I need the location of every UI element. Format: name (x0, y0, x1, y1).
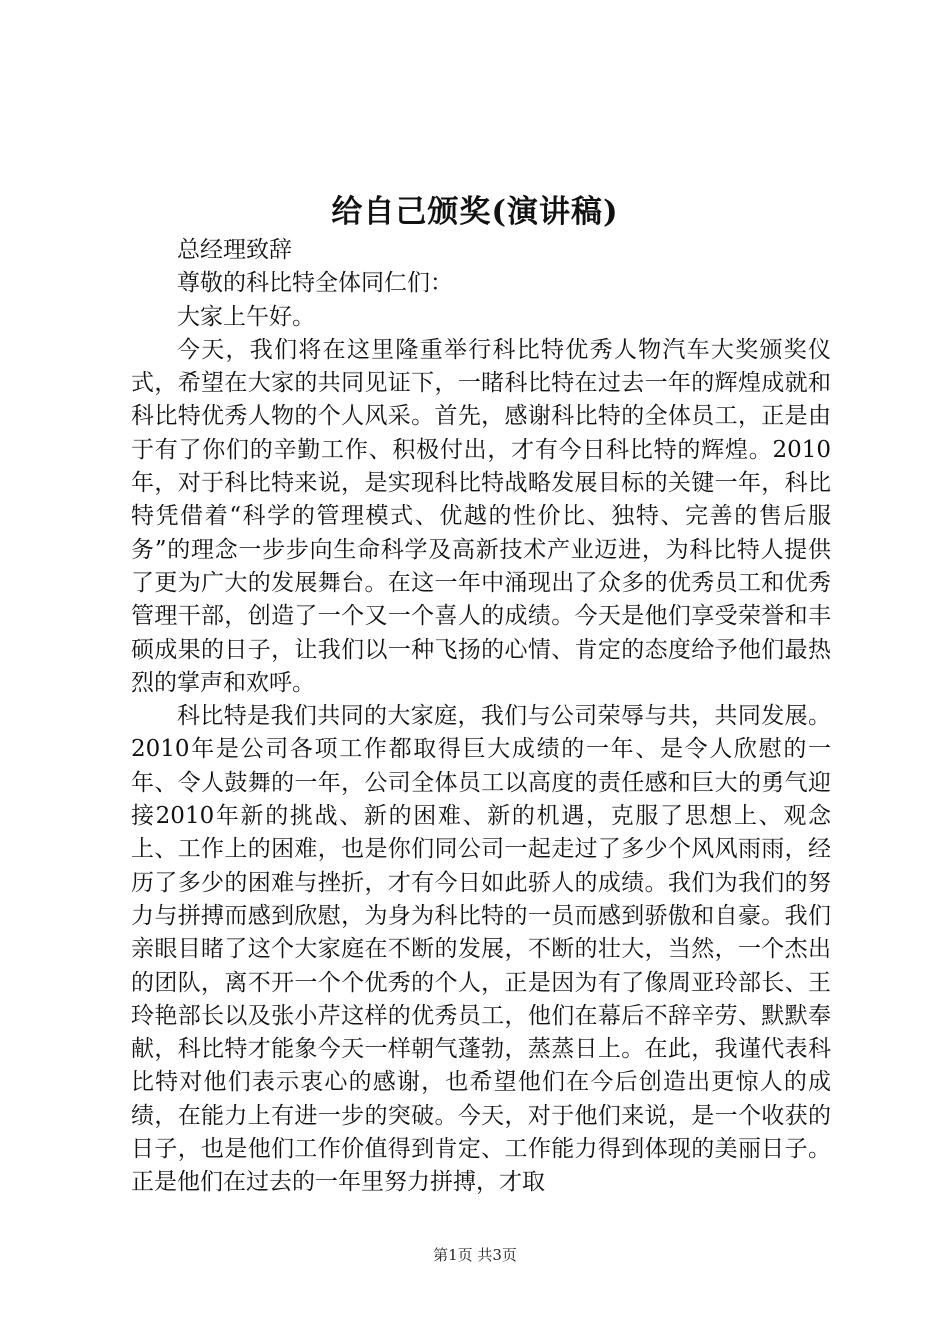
body-paragraph: 科比特是我们共同的大家庭，我们与公司荣辱与共，共同发展。2010年是公司各项工作都取得巨大成绩的一年、是令人欣慰的一年、令人鼓舞的一年，公司全体员工以高度的责任感和巨大的勇气迎接2010年新的挑战、新的困难、新的机遇，克服了思想上、观念上、工作上的困难，也是你们同公司一起走过了多少个风风雨雨，经历了多少的困难与挫折，才有今日如此骄人的成绩。我们为我们的努力与拼搏而感到欣慰，为身为科比特的一员而感到骄傲和自豪。我们亲眼目睹了这个大家庭在不断的发展，不断的壮大，当然，一个杰出的团队，离不开一个个优秀的个人，正是因为有了像周亚玲部长、王玲艳部长以及张小芹这样的优秀员工，他们在幕后不辞辛劳、默默奉献，科比特才能象今天一样朝气蓬勃，蒸蒸日上。在此，我谨代表科比特对他们表示衷心的感谢，也希望他们在今后创造出更惊人的成绩，在能力上有进一步的突破。今天，对于他们来说，是一个收获的日子，也是他们工作价值得到肯定、工作能力得到体现的美丽日子。正是他们在过去的一年里努力拼搏，才取 (131, 703, 831, 1196)
page-number-footer: 第1页 共3页 (433, 1246, 517, 1264)
greeting: 大家上午好。 (177, 303, 315, 330)
document-body (131, 234, 831, 1200)
body-paragraph: 今天，我们将在这里隆重举行科比特优秀人物汽车大奖颁奖仪式，希望在大家的共同见证下，一睹科比特在过去一年的辉煌成就和科比特优秀人物的个人风采。首先，感谢科比特的全体员工，正是由于有了你们的辛勤工作、积极付出，才有今日科比特的辉煌。2010年，对于科比特来说，是实现科比特战略发展目标的关键一年，科比特凭借着“科学的管理模式、优越的性价比、独特、完善的售后服务”的理念一步步向生命科学及高新技术产业迈进，为科比特人提供了更为广大的发展舞台。在这一年中涌现出了众多的优秀员工和优秀管理干部，创造了一个又一个喜人的成绩。今天是他们享受荣誉和丰硕成果的日子，让我们以一种飞扬的心情、肯定的态度给予他们最热烈的掌声和欢呼。 (131, 336, 831, 696)
document-title: 给自己颁奖(演讲稿) (331, 194, 619, 230)
salutation: 尊敬的科比特全体同仁们： (177, 270, 453, 297)
speech-heading: 总经理致辞 (177, 237, 292, 263)
